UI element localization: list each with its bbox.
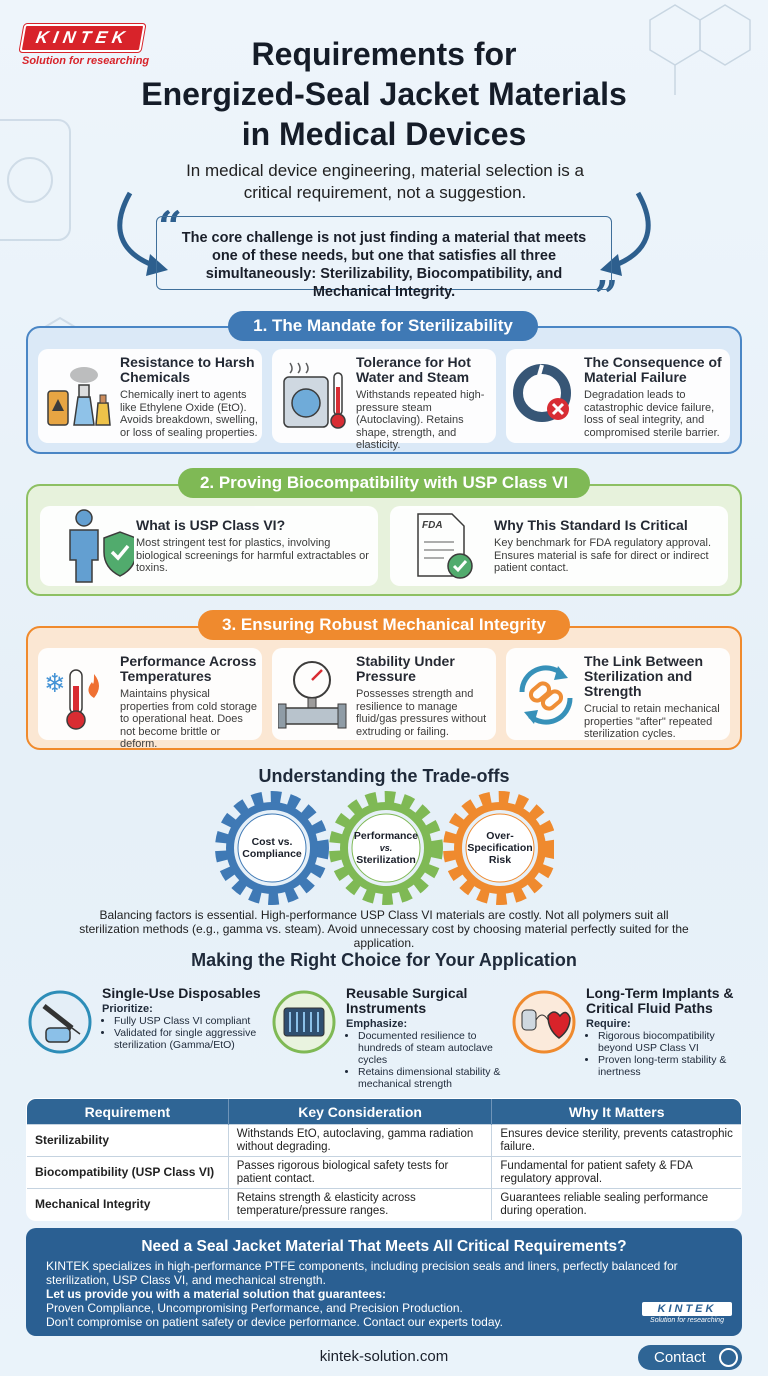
gear-label-line: Risk	[488, 854, 512, 866]
cta-logo-tagline: Solution for researching	[650, 1317, 724, 1324]
card-text: Chemically inert to agents like Ethylene Oxide (EtO). Avoids breakdown, swelling, or loss of sealing properties.	[120, 389, 258, 439]
card-standard-critical	[390, 506, 728, 586]
card-pressure	[272, 648, 496, 740]
cta-logo	[642, 1302, 732, 1324]
open-quote-icon: “	[158, 202, 183, 251]
table-cell: Retains strength & elasticity across temperature/pressure ranges.	[228, 1189, 492, 1221]
logo-wordmark: KINTEK	[20, 24, 146, 52]
table-row	[27, 1125, 742, 1157]
card-text: Key benchmark for FDA regulatory approval. Ensures material is safe for direct or indirect patient contact.	[494, 537, 712, 574]
gear-label-line: Cost vs.	[251, 836, 293, 848]
card-hot-water-steam	[272, 349, 496, 451]
choice-single-use	[26, 986, 266, 1086]
card-title: What is USP Class VI?	[136, 517, 286, 533]
gear-label-performance	[346, 830, 426, 866]
card-title: The Consequence of Material Failure	[584, 354, 722, 385]
table-row	[27, 1157, 742, 1189]
choice-item-title: Reusable Surgical Instruments	[346, 985, 468, 1016]
cta-text: KINTEK specializes in high-performance PTFE components, including precision seals and liners, perfectly balanced for sterilization, USP Class VI, and mechanical strength.	[46, 1259, 678, 1287]
card-sterilization-strength	[506, 648, 730, 740]
title-line-3: in Medical Devices	[241, 116, 527, 152]
tradeoffs-title: Understanding the Trade-offs	[258, 766, 510, 786]
section-3-title: 3. Ensuring Robust Mechanical Integrity	[198, 610, 570, 640]
gear-label-line: Over-	[486, 830, 514, 842]
syringe-mask-icon	[26, 988, 94, 1056]
gear-label-line: Sterilization	[356, 854, 416, 866]
gear-label-line: vs.	[379, 843, 393, 853]
cta-title: Need a Seal Jacket Material That Meets All Critical Requirements?	[141, 1238, 627, 1255]
title-line-2: Energized-Seal Jacket Materials	[141, 76, 627, 112]
card-text: Possesses strength and resilience to manage fluid/gas pressures without extruding or failing.	[356, 688, 487, 738]
tradeoffs-text: Balancing factors is essential. High-performance USP Class VI materials are costly. Not all polymers suit all sterilization methods (e.g., gamma vs. steam). Avoid unnecessary cost by choosing material perfectly suited for the application.	[79, 908, 689, 950]
table-row	[27, 1189, 742, 1221]
core-challenge-quote: The core challenge is not just finding a material that meets one of these needs, but one that satisfies all three simultaneously: Sterilizability, Biocompatibility, and Mechanical Integrity.	[156, 216, 612, 290]
person-shield-icon	[64, 508, 134, 584]
chain-cycle-icon	[512, 662, 580, 730]
cta-line-1: Proven Compliance, Uncompromising Performance, and Precision Production.	[46, 1301, 463, 1315]
gear-label-line: Specification	[467, 842, 533, 854]
choice-bullet: • Retains dimensional stability & mechanical strength	[358, 1066, 506, 1090]
close-quote-icon: ”	[594, 272, 619, 321]
table-cell: Ensures device sterility, prevents catastrophic failure.	[492, 1125, 742, 1157]
gear-label-risk	[460, 830, 540, 866]
toggle-circle-icon	[719, 1348, 738, 1367]
table-cell: Withstands EtO, autoclaving, gamma radiation without degrading.	[228, 1125, 492, 1157]
table-header-row	[27, 1099, 742, 1125]
temperature-icon	[42, 658, 118, 734]
gear-label-line: Performance	[353, 830, 419, 842]
pressure-gauge-icon	[278, 658, 354, 734]
gear-label-line: Compliance	[242, 848, 302, 860]
card-title: Resistance to Harsh Chemicals	[120, 354, 255, 385]
footer-url[interactable]: kintek-solution.com	[319, 1348, 449, 1365]
requirements-table	[26, 1098, 742, 1221]
cta-line-2: Don't compromise on patient safety or device performance. Contact our experts today.	[46, 1315, 503, 1329]
fda-label: FDA	[422, 520, 443, 531]
intro-text: In medical device engineering, material selection is a critical requirement, not a suggestion.	[186, 161, 584, 202]
card-title: Performance Across Temperatures	[120, 653, 257, 684]
choice-bullet: • Proven long-term stability & inertness	[598, 1054, 750, 1078]
card-temperatures	[38, 648, 262, 750]
card-text: Withstands repeated high-pressure steam (Autoclaving). Retains shape, strength, and elasticity.	[356, 389, 485, 451]
choice-item-title: Single-Use Disposables	[102, 985, 261, 1001]
logo-tagline: Solution for researching	[22, 55, 150, 67]
card-harsh-chemicals	[38, 349, 262, 443]
svg-text:❄: ❄	[44, 669, 66, 699]
table-cell: Biocompatibility (USP Class VI)	[27, 1157, 229, 1189]
choice-implants	[510, 986, 750, 1086]
table-cell: Passes rigorous biological safety tests for patient contact.	[228, 1157, 492, 1189]
chemical-bottles-icon	[44, 363, 116, 433]
choice-reusable	[270, 985, 510, 1090]
choice-item-lead: Require:	[586, 1018, 631, 1030]
table-cell: Guarantees reliable sealing performance during operation.	[492, 1189, 742, 1221]
table-header: Key Consideration	[228, 1099, 492, 1125]
choice-bullet: • Validated for single aggressive sterilization (Gamma/EtO)	[114, 1027, 262, 1051]
cta-bold: Let us provide you with a material solution that guarantees:	[46, 1287, 387, 1301]
title-line-1: Requirements for	[251, 36, 517, 72]
table-header: Requirement	[27, 1099, 229, 1125]
cta-banner	[26, 1228, 742, 1336]
gear-label-cost	[232, 836, 312, 860]
heart-device-icon	[510, 988, 578, 1056]
autoclave-thermometer-icon	[280, 359, 352, 435]
choice-item-title: Long-Term Implants & Critical Fluid Paths	[586, 985, 734, 1016]
contact-button[interactable]	[638, 1345, 742, 1370]
section-1-title: 1. The Mandate for Sterilizability	[228, 311, 538, 341]
card-text: Crucial to retain mechanical properties "after" repeated sterilization cycles.	[584, 703, 720, 740]
table-cell: Sterilizability	[27, 1125, 229, 1157]
section-2-title: 2. Proving Biocompatibility with USP Class VI	[178, 468, 590, 498]
table-cell: Fundamental for patient safety & FDA regulatory approval.	[492, 1157, 742, 1189]
surgical-tray-icon	[270, 988, 338, 1056]
card-title: The Link Between Sterilization and Strength	[584, 653, 704, 699]
choice-item-lead: Prioritize:	[102, 1003, 153, 1015]
card-text: Most stringent test for plastics, involving biological screenings for harmful extractables or toxins.	[136, 537, 369, 574]
card-title: Why This Standard Is Critical	[494, 517, 688, 533]
page-title	[84, 34, 684, 154]
cta-logo-wordmark: KINTEK	[642, 1302, 732, 1316]
table-header: Why It Matters	[492, 1099, 742, 1125]
choice-bullet: • Fully USP Class VI compliant	[114, 1015, 262, 1027]
card-title: Stability Under Pressure	[356, 653, 455, 684]
card-title: Tolerance for Hot Water and Steam	[356, 354, 471, 385]
card-usp-class-vi	[40, 506, 378, 586]
card-text: Degradation leads to catastrophic device failure, loss of seal integrity, and compromised sterile barrier.	[584, 389, 720, 439]
choice-bullet: • Documented resilience to hundreds of steam autoclave cycles	[358, 1030, 506, 1066]
contact-label: Contact	[654, 1349, 706, 1366]
card-material-failure	[506, 349, 730, 443]
table-cell: Mechanical Integrity	[27, 1189, 229, 1221]
choice-title: Making the Right Choice for Your Application	[191, 950, 577, 970]
choice-item-lead: Emphasize:	[346, 1018, 408, 1030]
choice-bullet: • Rigorous biocompatibility beyond USP Class VI	[598, 1030, 750, 1054]
card-text: Maintains physical properties from cold storage to operational heat. Does not become brittle or deform.	[120, 688, 257, 750]
broken-seal-icon	[512, 363, 576, 427]
